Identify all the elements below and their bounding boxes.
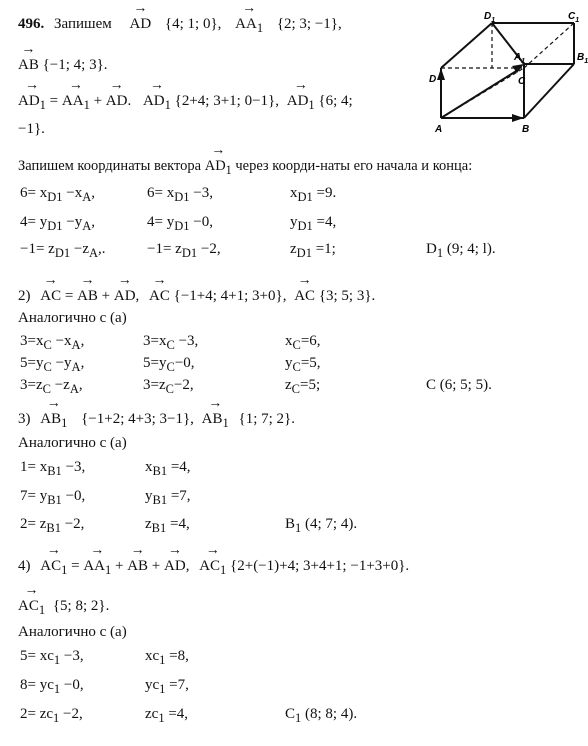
s1-r1-b: $6= x_{D1} -3$, bbox=[147, 185, 213, 204]
vector-ad1-b: → $AD_1$ bbox=[143, 92, 171, 114]
s2-r1-c: $x_C=6$, bbox=[285, 333, 321, 352]
label-d1: $D_1$ bbox=[484, 11, 496, 24]
section3-label: 3) bbox=[18, 411, 31, 427]
s4-r3-c: $zc_1 =4$, bbox=[145, 706, 189, 725]
vector-ad1-result: {6; 4; bbox=[318, 93, 353, 109]
s4-r2-a: $8= yc_1 -0$, bbox=[20, 677, 84, 696]
label-c1: $C_1$ bbox=[568, 11, 580, 24]
problem-line-1 bbox=[18, 15, 342, 37]
vector-ac1: → $AC_1$ bbox=[40, 557, 67, 579]
vector-ac-c: → AC bbox=[294, 287, 315, 305]
s3-r2-a: $7= y_{B1} -0$, bbox=[20, 488, 86, 507]
s3-r1-a: $1= x_{B1} -3$, bbox=[20, 459, 86, 478]
vector-ac: → AC bbox=[40, 287, 61, 305]
hidden-edge-cc1 bbox=[524, 23, 574, 68]
s2-r3-a: $3=z_C -z_A$, bbox=[20, 377, 83, 396]
section3-line: $3) \to AB_1$ {−1+2; 4+3; 3−1}, → $AB_1$ {1; 7; 2}. bbox=[18, 410, 295, 432]
s4-r2-c: $yc_1 =7$, bbox=[145, 677, 189, 696]
vector-ac1-b: → $AC_1$ bbox=[199, 557, 226, 579]
section1-intro: Запишем координаты вектора → $AD_1$ через коорди-наты его начала и конца: bbox=[18, 157, 472, 179]
vector-ad1-c: → $AD_1$ bbox=[287, 92, 315, 114]
problem-line-4: −1}. bbox=[18, 121, 45, 137]
vector-ad1-ref: → $AD_1$ bbox=[205, 157, 232, 179]
vector-aa1-coords: {2; 3; −1}, bbox=[276, 16, 342, 32]
arrowhead-ab bbox=[512, 114, 524, 122]
section2-analog: Аналогично с (а) bbox=[18, 310, 127, 326]
vector-ac-b: → AC bbox=[149, 287, 170, 305]
s2-result-c: C (6; 5; 5). bbox=[426, 377, 492, 393]
section4-label: 4) bbox=[18, 558, 31, 574]
s4-r1-a: $5= xc_1 -3$, bbox=[20, 648, 84, 667]
vector-aa1: → $AA_1$ bbox=[235, 15, 263, 37]
edge-d1d bbox=[441, 23, 492, 68]
s1-r2-b: $4= y_{D1} -0$, bbox=[147, 214, 213, 233]
s2-r3-b: $3=z_C-2$, bbox=[143, 377, 194, 396]
s2-r1-a: $3=x_C -x_A$, bbox=[20, 333, 85, 352]
label-d: D bbox=[429, 74, 437, 85]
s3-r2-c: $y_{B1} =7$, bbox=[145, 488, 191, 507]
vector-ac1-c: → $AC_1$ bbox=[18, 597, 45, 619]
s2-r3-c: $z_C=5$; bbox=[285, 377, 321, 396]
problem-line-3: → $AD_1$ = → $AA_1$ + → AD. → $AD_1$ {2+4; 3+1; 0−1}, → $AD_1$ {6; 4; bbox=[18, 92, 353, 114]
vector-ad: → AD bbox=[129, 15, 151, 33]
label-a: A bbox=[435, 124, 443, 135]
problem-number: 496. bbox=[18, 16, 45, 32]
vector-ab-coords: {−1; 4; 3}. bbox=[42, 57, 108, 73]
s1-r3-a: $-1= z_{D1} -z_A$,. bbox=[20, 241, 106, 260]
arrow-aa1 bbox=[441, 70, 518, 118]
plus-sign: + bbox=[93, 93, 103, 109]
s2-r2-b: $5=y_C-0$, bbox=[143, 355, 195, 374]
write-word: Запишем bbox=[54, 16, 112, 32]
s1-r2-c: $y_{D1} =4$, bbox=[290, 214, 337, 233]
parallelepiped-diagram bbox=[426, 8, 588, 138]
label-a1: $A_1$ bbox=[514, 52, 526, 65]
s3-r1-c: $x_{B1} =4$, bbox=[145, 459, 191, 478]
vector-ab-term: → AB bbox=[77, 287, 98, 305]
vector-ad-term4: → AD bbox=[164, 557, 186, 575]
s4-r1-c: $xc_1 =8$, bbox=[145, 648, 189, 667]
vector-aa1-term4: → $AA_1$ bbox=[83, 557, 111, 579]
vector-ab-term4: → AB bbox=[127, 557, 148, 575]
equals-sign: = bbox=[49, 93, 59, 109]
s2-r2-a: $5=y_C -y_A$, bbox=[20, 355, 85, 374]
s1-r1-a: $6= x_{D1} -x_A$, bbox=[20, 185, 95, 204]
s1-r2-a: $4= y_{D1} -y_A$, bbox=[20, 214, 95, 233]
s1-r3-b: $-1= z_{D1} -2$, bbox=[147, 241, 221, 260]
s4-result-c1: $C_1$ (8; 8; 4). bbox=[285, 706, 358, 725]
vector-ab1: → $AB_1$ bbox=[40, 410, 67, 432]
edge-bb1 bbox=[524, 64, 574, 118]
vector-ad-coords: {4; 1; 0}, bbox=[164, 16, 222, 32]
s1-r3-c: $z_{D1} =1$; bbox=[290, 241, 336, 260]
section2-label: 2) bbox=[18, 288, 31, 304]
label-c: C bbox=[518, 76, 526, 87]
vector-ab1-b: → $AB_1$ bbox=[202, 410, 229, 432]
s3-r3-c: $z_{B1} =4$, bbox=[145, 516, 190, 535]
s1-r1-c: $x_{D1} =9$. bbox=[290, 185, 337, 204]
s3-result-b1: $B_1$ (4; 7; 4). bbox=[285, 516, 358, 535]
section4-line2: → $AC_1$ {5; 8; 2}. bbox=[18, 597, 109, 619]
vector-ab: → AB bbox=[18, 56, 39, 74]
vector-ad1: → $AD_1$ bbox=[18, 92, 46, 114]
s4-r3-a: $2= zc_1 -2$, bbox=[20, 706, 83, 725]
s2-r1-b: $3=x_C -3$, bbox=[143, 333, 199, 352]
section2-line: 2) → AC = → AB + → AD, → AC {−1+4; 4+1; 3+0}, → AC {3; 5; 3}. bbox=[18, 287, 375, 305]
section3-analog: Аналогично с (а) bbox=[18, 435, 127, 451]
section4-line: $4) \to AC_1$ = → $AA_1$ + → AB + → AD, → $AC_1$ {2+(−1)+4; 3+4+1; −1+3+0}. bbox=[18, 557, 409, 579]
section4-analog: Аналогично с (а) bbox=[18, 624, 127, 640]
problem-line-2 bbox=[18, 56, 108, 74]
label-b: B bbox=[522, 124, 530, 135]
s1-result-d1: $D_1$ (9; 4; l). bbox=[426, 241, 496, 260]
vector-aa1-term: → $AA_1$ bbox=[62, 92, 90, 114]
s2-r2-c: $y_C=5$, bbox=[285, 355, 321, 374]
vector-ad1-sum: {2+4; 3+1; 0−1}, bbox=[174, 93, 279, 109]
label-b1: $B_1$ bbox=[577, 52, 588, 65]
vector-ad-term2: → AD bbox=[114, 287, 136, 305]
vector-ad-term: → AD bbox=[106, 92, 128, 110]
arrowhead-ad bbox=[437, 68, 445, 80]
s3-r3-a: $2= z_{B1} -2$, bbox=[20, 516, 85, 535]
